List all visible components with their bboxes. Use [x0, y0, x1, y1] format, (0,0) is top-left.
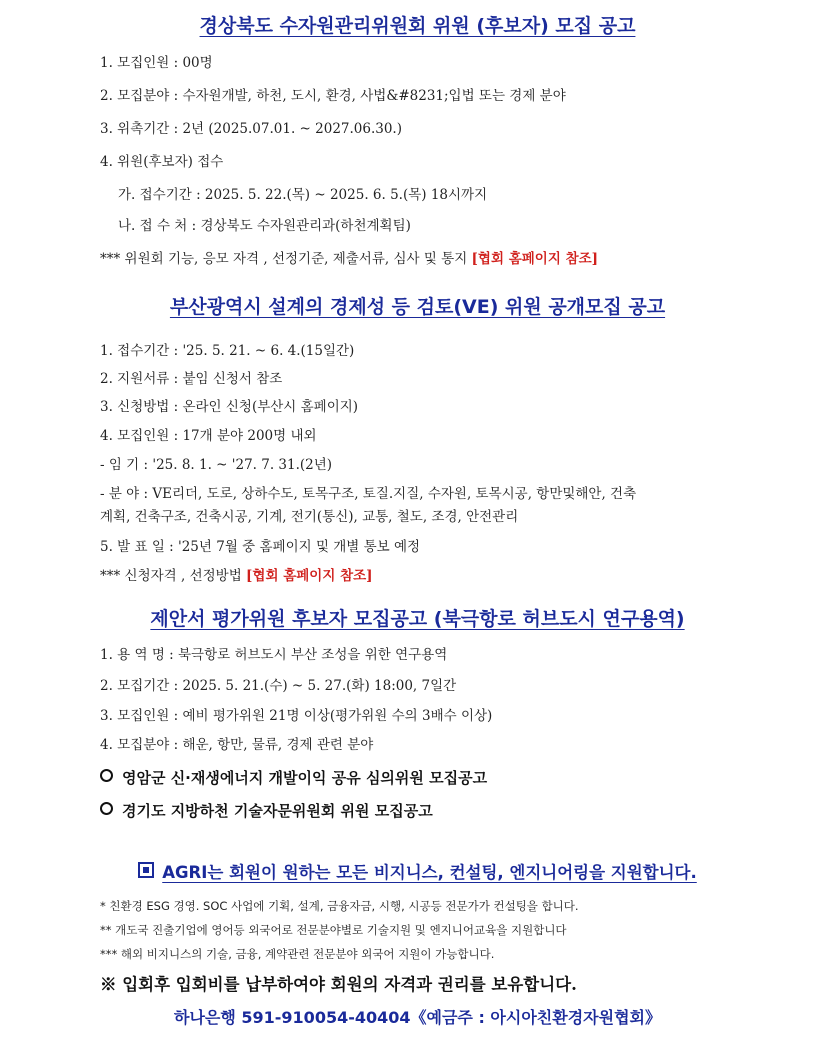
section2-item-3: 3. 신청방법 : 온라인 신청(부산시 홈페이지)	[100, 399, 359, 415]
agri-line-2: ** 개도국 진출기업에 영어등 외국어로 전문분야별로 기술지원 및 엔지니어교육을 지원합니다	[100, 923, 567, 937]
circle-bullet-icon	[100, 769, 113, 782]
circle-bullet-icon	[100, 802, 113, 815]
section2-item-4: 4. 모집인원 : 17개 분야 200명 내외	[100, 428, 317, 444]
section1-item-1: 1. 모집인원 : 00명	[100, 55, 213, 71]
section1-item-4: 4. 위원(후보자) 접수	[100, 154, 224, 170]
section1-title: 경상북도 수자원관리위원회 위원 (후보자) 모집 공고	[199, 15, 636, 37]
section1-item-2: 2. 모집분야 : 수자원개발, 하천, 도시, 환경, 사법&#8231;입법 또는 경제 분야	[100, 88, 566, 104]
section3-item-4: 4. 모집분야 : 해운, 항만, 물류, 경제 관련 분야	[100, 737, 374, 753]
membership-notice: ※ 입회후 입회비를 납부하여야 회원의 자격과 권리를 보유합니다.	[100, 975, 577, 994]
agri-line-3: *** 해외 비지니스의 기술, 금융, 계약관련 전문분야 외국어 지원이 가능합니다.	[100, 947, 495, 961]
agri-headline-text: AGRI는 회원이 원하는 모든 비지니스, 컨설팅, 엔지니어링을 지원합니다.	[162, 863, 697, 882]
section2-note-text: *** 신청자격 , 선정방법	[100, 568, 247, 584]
section2-note-ref[interactable]: [협회 홈페이지 참조]	[246, 568, 373, 584]
bank-account: 하나은행 591-910054-40404《예금주 : 아시아친환경자원협회》	[173, 1008, 661, 1027]
agri-headline	[0, 859, 835, 883]
square-bullet-icon	[138, 862, 154, 878]
section2-title: 부산광역시 설계의 경제성 등 검토(VE) 위원 공개모집 공고	[169, 296, 666, 318]
section1-item-3: 3. 위촉기간 : 2년 (2025.07.01. ~ 2027.06.30.)	[100, 121, 402, 137]
agri-line-1: * 친환경 ESG 경영. SOC 사업에 기획, 설계, 금융자금, 시행, 시공등 전문가가 컨설팅을 합니다.	[100, 899, 579, 913]
section1-item-4b: 나. 접 수 처 : 경상북도 수자원관리과(하천계획팀)	[118, 218, 411, 234]
bullet-item-1[interactable]	[100, 767, 487, 788]
bullet-item-2[interactable]	[100, 800, 433, 821]
section3-item-3: 3. 모집인원 : 예비 평가위원 21명 이상(평가위원 수의 3배수 이상)	[100, 708, 493, 724]
section3-item-2: 2. 모집기간 : 2025. 5. 21.(수) ~ 5. 27.(화) 18:00, 7일간	[100, 678, 457, 694]
section1-note	[100, 247, 598, 267]
section3-title: 제안서 평가위원 후보자 모집공고 (북극항로 허브도시 연구용역)	[150, 608, 685, 630]
section2-item-field: - 분 야 : VE리더, 도로, 상하수도, 토목구조, 토질.지질, 수자원, 토목시공, 항만및해안, 건축	[100, 486, 637, 502]
section2-item-5: 5. 발 표 일 : '25년 7월 중 홈페이지 및 개별 통보 예정	[100, 539, 421, 555]
section2-item-term: - 임 기 : '25. 8. 1. ~ '27. 7. 31.(2년)	[100, 457, 333, 473]
bullet-item-2-label: 경기도 지방하천 기술자문위원회 위원 모집공고	[122, 802, 433, 820]
section1-item-4a: 가. 접수기간 : 2025. 5. 22.(목) ~ 2025. 6. 5.(목) 18시까지	[118, 187, 488, 203]
section1-note-text: *** 위원회 기능, 응모 자격 , 선정기준, 제출서류, 심사 및 통지	[100, 251, 472, 267]
section1-note-ref[interactable]: [협회 홈페이지 참조]	[471, 251, 599, 267]
section2-item-2: 2. 지원서류 : 붙임 신청서 참조	[100, 371, 283, 387]
section2-item-1: 1. 접수기간 : '25. 5. 21. ~ 6. 4.(15일간)	[100, 343, 355, 359]
bullet-item-1-label: 영암군 신·재생에너지 개발이익 공유 심의위원 모집공고	[122, 769, 488, 787]
section3-item-1: 1. 용 역 명 : 북극항로 허브도시 부산 조성을 위한 연구용역	[100, 647, 448, 663]
section2-note	[100, 564, 373, 584]
section2-item-field-cont: 계획, 건축구조, 건축시공, 기계, 전기(통신), 교통, 철도, 조경, 안전관리	[100, 509, 519, 525]
